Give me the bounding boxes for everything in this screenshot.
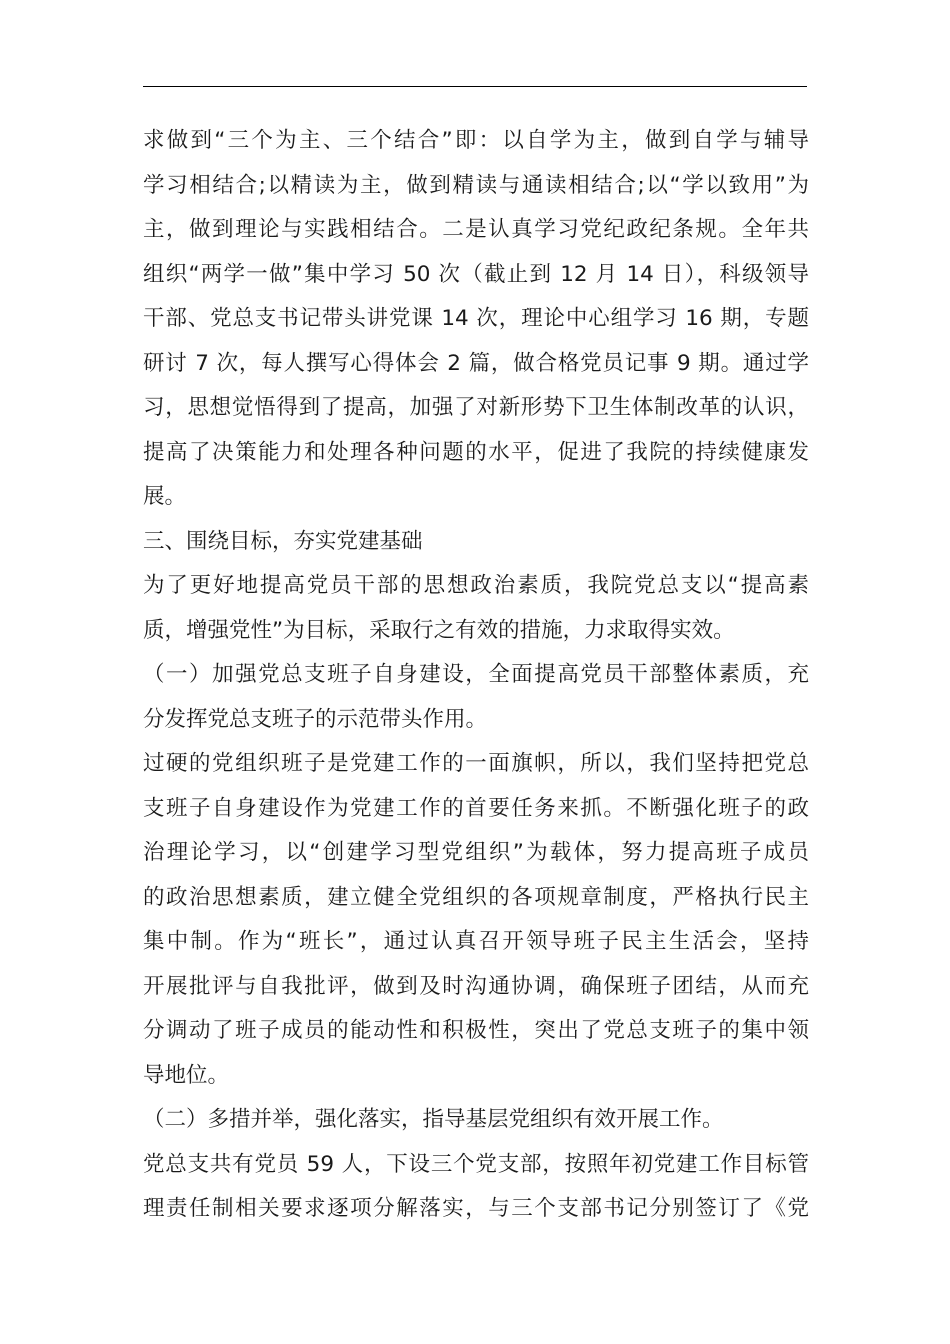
document-body [143,119,809,1232]
text-line: 分发挥党总支班子的示范带头作用。 [143,706,488,732]
text-line: 研讨 7 次，每人撰写心得体会 2 篇，做合格党员记事 9 期。通过学 [143,350,809,376]
text-line: 主，做到理论与实践相结合。二是认真学习党纪政纪条规。全年共 [143,217,809,242]
text-line: 支班子自身建设作为党建工作的首要任务来抓。不断强化班子的政 [143,795,809,821]
text-line: 治理论学习，以“创建学习型党组织”为载体，努力提高班子成员 [143,840,809,865]
text-line: 集中制。作为“班长”，通过认真召开领导班子民主生活会，坚持 [143,929,809,954]
text-line: 导地位。 [143,1062,230,1088]
text-line: 党总支共有党员 59 人，下设三个党支部，按照年初党建工作目标管 [143,1151,809,1177]
text-line: 质，增强党性”为目标，采取行之有效的措施，力求取得实效。 [143,617,735,643]
text-line: 分调动了班子成员的能动性和积极性，突出了党总支班子的集中领 [143,1018,809,1043]
text-line: 提高了决策能力和处理各种问题的水平，促进了我院的持续健康发 [143,439,809,465]
header-rule [143,86,807,87]
text-line: 过硬的党组织班子是党建工作的一面旗帜，所以，我们坚持把党总 [143,751,809,776]
text-line: 开展批评与自我批评，做到及时沟通协调，确保班子团结，从而充 [143,973,809,999]
text-line: 三、围绕目标，夯实党建基础 [143,528,423,554]
text-line: 的政治思想素质，建立健全党组织的各项规章制度，严格执行民主 [143,884,809,910]
text-line: 为了更好地提高党员干部的思想政治素质，我院党总支以“提高素 [143,573,809,598]
text-line: 学习相结合;以精读为主，做到精读与通读相结合;以“学以致用”为 [143,172,809,198]
text-line: （一）加强党总支班子自身建设，全面提高党员干部整体素质，充 [143,662,809,687]
text-line: 组织“两学一做”集中学习 50 次（截止到 12 月 14 日），科级领导 [143,261,809,287]
text-line: 求做到“三个为主、三个结合”即：以自学为主，做到自学与辅导 [143,128,809,153]
text-line: 干部、党总支书记带头讲党课 14 次，理论中心组学习 16 期，专题 [143,306,809,331]
text-line: 习，思想觉悟得到了提高，加强了对新形势下卫生体制改革的认识， [143,395,809,420]
text-line: （二）多措并举，强化落实，指导基层党组织有效开展工作。 [143,1107,724,1132]
text-line: 理责任制相关要求逐项分解落实，与三个支部书记分别签订了《党 [143,1196,809,1221]
text-line: 展。 [143,484,187,509]
